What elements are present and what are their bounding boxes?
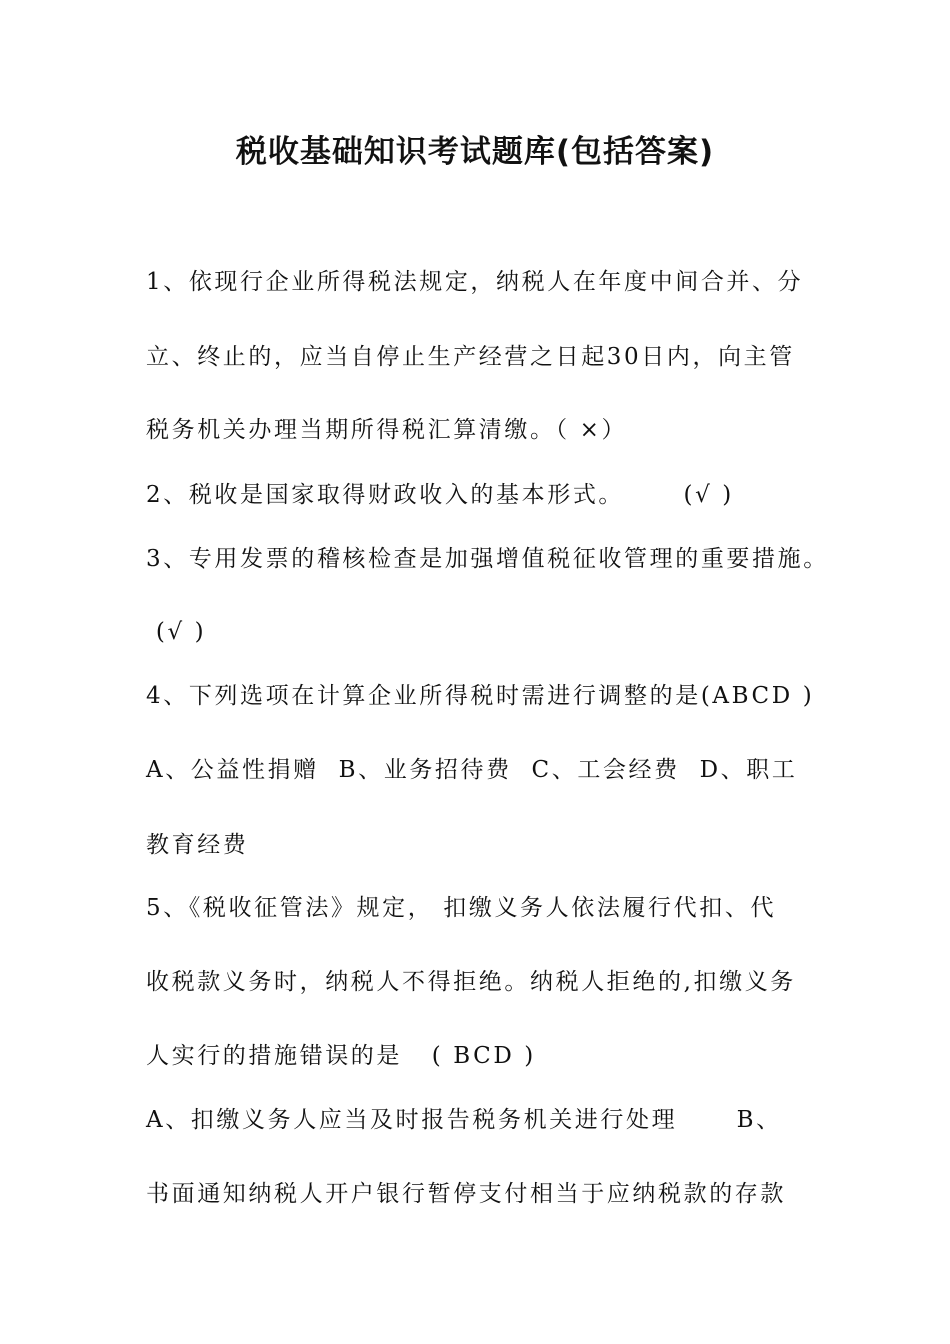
text-line-q5-part3: 人实行的措施错误的是 ( BCD ) bbox=[146, 1043, 536, 1069]
text-line-q5-part1: 5、《税收征管法》规定， 扣缴义务人依法履行代扣、代 bbox=[146, 895, 777, 921]
text-line-q3-part1: 3、专用发票的稽核检查是加强增值税征收管理的重要措施。 bbox=[146, 546, 829, 572]
text-line-q5-part2: 收税款义务时，纳税人不得拒绝。纳税人拒绝的,扣缴义务 bbox=[146, 969, 796, 995]
text-line-q4: 4、下列选项在计算企业所得税时需进行调整的是(ABCD ) bbox=[146, 683, 815, 709]
text-line-q3-answer: (√ ) bbox=[146, 619, 207, 645]
text-line-q1-part3: 税务机关办理当期所得税汇算清缴。（ ×） bbox=[146, 417, 628, 443]
text-line-q1-part2: 立、终止的，应当自停止生产经营之日起30日内，向主管 bbox=[146, 344, 795, 370]
text-line-q2: 2、税收是国家取得财政收入的基本形式。 (√ ) bbox=[146, 482, 734, 508]
text-line-q5-option-a: A、扣缴义务人应当及时报告税务机关进行处理 B、 bbox=[146, 1107, 782, 1133]
text-line-q4-options: A、公益性捐赠 B、业务招待费 C、工会经费 D、职工 bbox=[146, 757, 798, 783]
text-line-q1-part1: 1、依现行企业所得税法规定，纳税人在年度中间合并、分 bbox=[146, 269, 804, 295]
text-line-q4-options-cont: 教育经费 bbox=[146, 832, 249, 858]
text-line-q5-option-b: 书面通知纳税人开户银行暂停支付相当于应纳税款的存款 bbox=[146, 1181, 786, 1207]
document-title: 税收基础知识考试题库(包括答案) bbox=[235, 134, 715, 170]
